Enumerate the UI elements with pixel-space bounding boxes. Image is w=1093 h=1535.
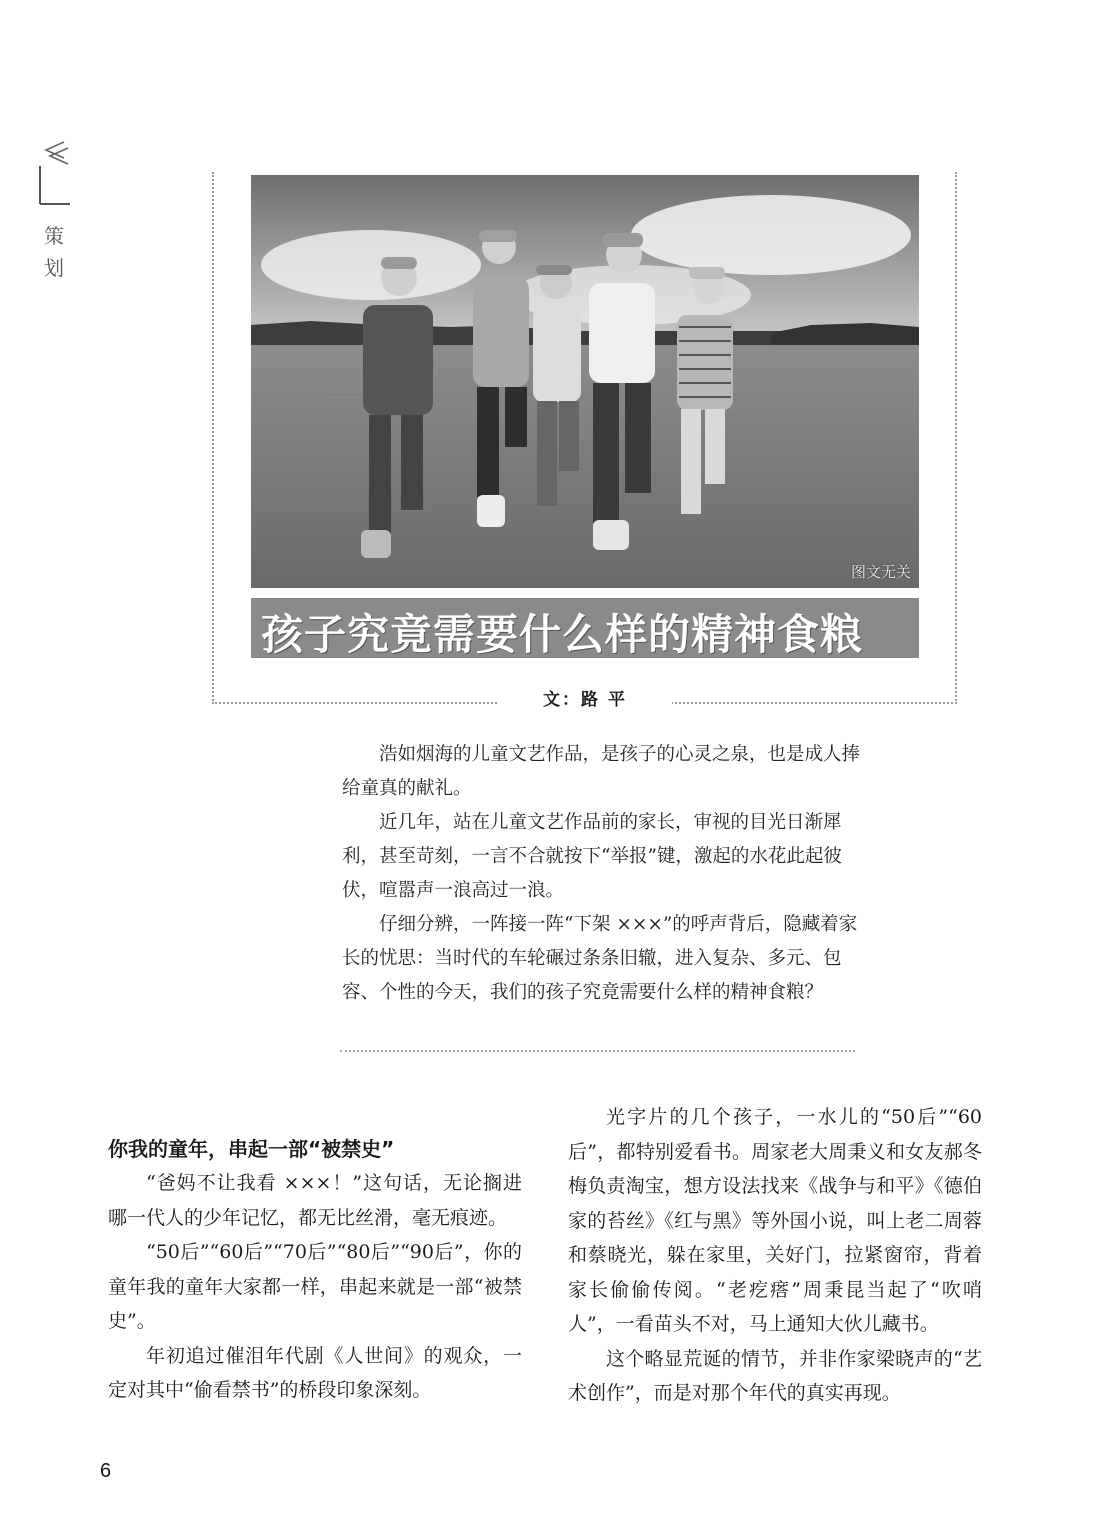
- photo-caption: 图文无关: [850, 563, 911, 581]
- author-byline: 文：路 平: [498, 685, 672, 710]
- body-paragraph: “爸妈不让我看 ×××！”这句话，无论搁进哪一代人的少年记忆，都无比丝滑，毫无痕迹。: [108, 1172, 522, 1229]
- chevron-section-icon: [34, 138, 74, 208]
- divider: [340, 1050, 855, 1052]
- body-paragraph: 年初追过催泪年代剧《人世间》的观众，一定对其中“偷看禁书”的桥段印象深刻。: [108, 1344, 522, 1401]
- article-title: 孩子究竟需要什么样的精神食粮: [261, 610, 864, 659]
- intro-paragraph: 仔细分辨，一阵接一阵“下架 ×××”的呼声背后，隐藏着家长的忧思：当时代的车轮碾过条条旧辙，进入复杂、多元、包容、个性的今天，我们的孩子究竟需要什么样的精神食粮？: [342, 914, 858, 1003]
- page-number: 6: [100, 1460, 112, 1482]
- section-heading: 你我的童年，串起一部“被禁史”: [108, 1137, 395, 1161]
- intro-block: [342, 738, 862, 1010]
- body-column-left: [108, 1132, 522, 1408]
- title-banner: [251, 598, 919, 658]
- intro-paragraph: 浩如烟海的儿童文艺作品，是孩子的心灵之泉，也是成人捧给童真的献礼。: [342, 744, 861, 799]
- body-paragraph: 这个略显荒诞的情节，并非作家梁晓声的“艺术创作”，而是对那个年代的真实再现。: [568, 1347, 982, 1404]
- body-paragraph: “50后”“60后”“70后”“80后”“90后”，你的童年我的童年大家都一样，串起来就是一部“被禁史”。: [108, 1241, 522, 1332]
- body-paragraph: 光字片的几个孩子，一水儿的“50后”“60后”，都特别爱看书。周家老大周秉义和女友郝冬梅负责淘宝，想方设法找来《战争与和平》《德伯家的苔丝》《红与黑》等外国小说，叫上老二周蓉和蔡晓光，躲在家里，关好门，拉紧窗帘，背着家长偷偷传阅。“老疙瘩”周秉昆当起了“吹哨人”，一看苗头不对，马上通知大伙儿藏书。: [568, 1106, 982, 1335]
- section-label-1: 策: [44, 224, 64, 248]
- children-photo: [251, 175, 919, 588]
- intro-paragraph: 近几年，站在儿童文艺作品前的家长，审视的目光日渐犀利，甚至苛刻，一言不合就按下“举报”键，激起的水花此起彼伏，喧嚣声一浪高过一浪。: [342, 812, 842, 901]
- section-label-2: 划: [44, 256, 64, 280]
- body-column-right: [568, 1100, 982, 1411]
